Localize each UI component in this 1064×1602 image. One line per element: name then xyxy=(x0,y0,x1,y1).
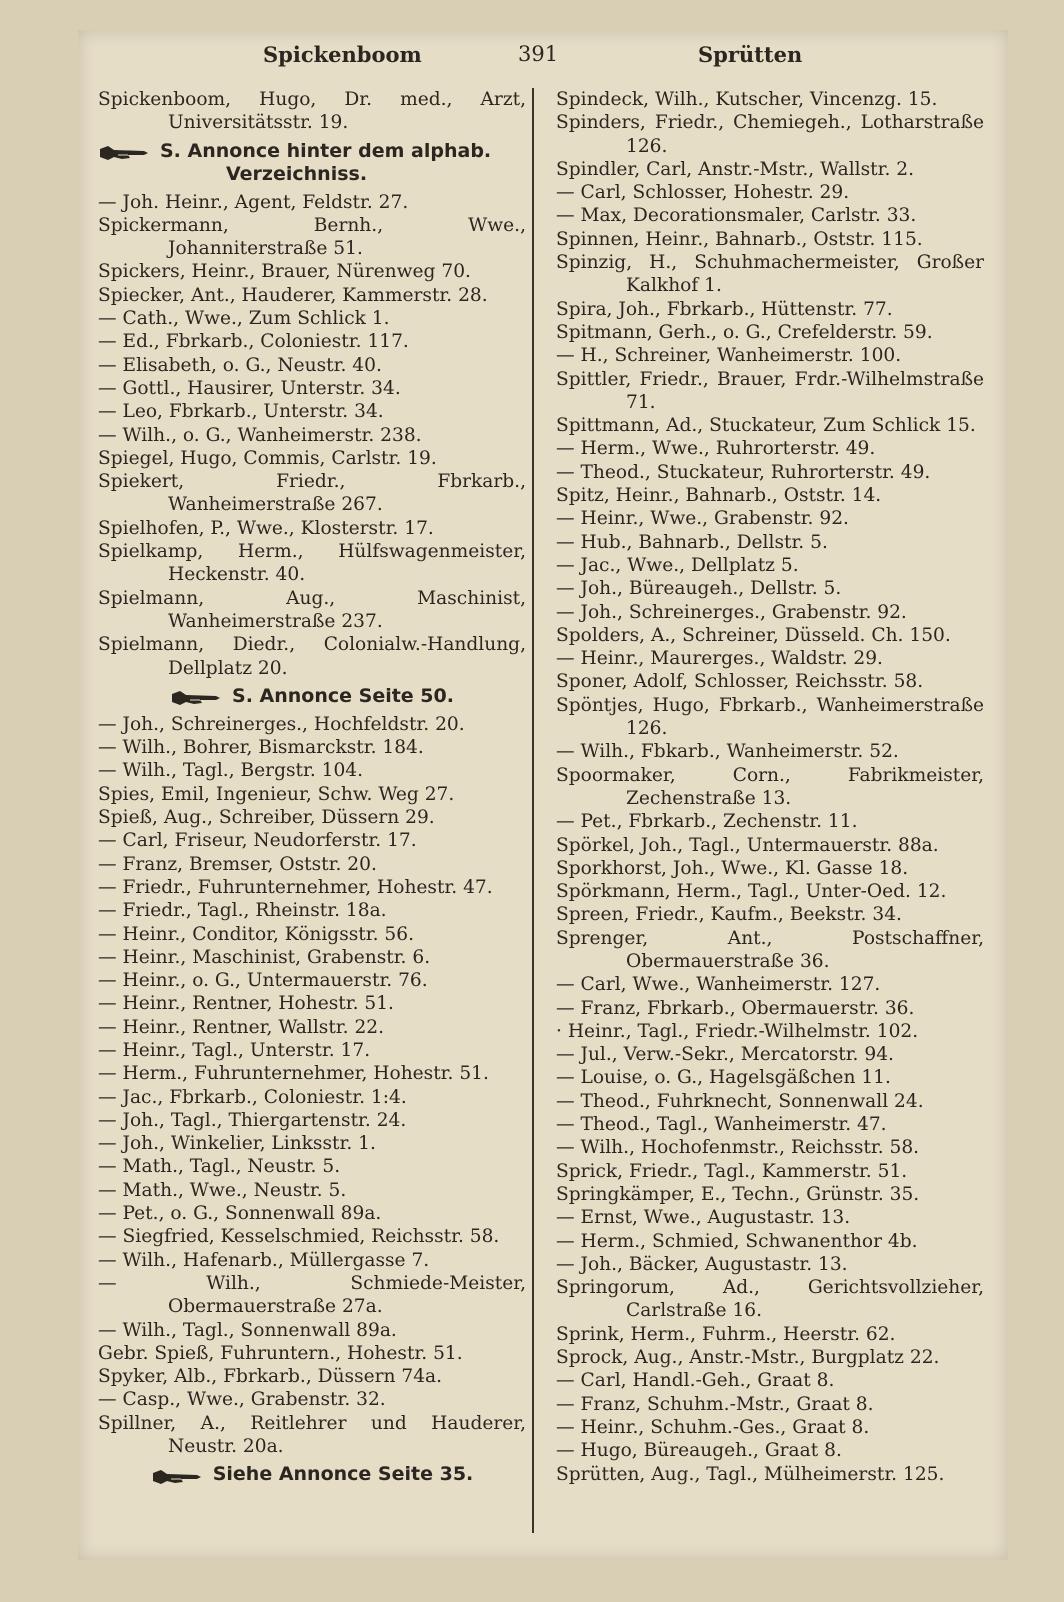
directory-entry: Spindler, Carl, Anstr.-Mstr., Wallstr. 2. xyxy=(556,158,915,180)
directory-entry: Spickenboom, Hugo, Dr. med., Arzt, Universitätsstr. 19. xyxy=(98,89,526,134)
directory-entry: — Wilh., Schmiede-Meister, Obermauerstraße 27a. xyxy=(98,1272,526,1318)
directory-entry: Spoormaker, Corn., Fabrikmeister, Zechenstraße 13. xyxy=(556,764,984,809)
pointing-hand-icon xyxy=(98,144,150,158)
directory-entry: Spillner, A., Reitlehrer und Hauderer, Neustr. 20a. xyxy=(98,1412,526,1458)
directory-entry: Sponer, Adolf, Schlosser, Reichsstr. 58. xyxy=(556,671,924,693)
directory-entry: — Friedr., Fuhrunternehmer, Hohestr. 47. xyxy=(98,876,493,898)
directory-entry: — Gottl., Hausirer, Unterstr. 34. xyxy=(98,377,401,399)
directory-entry: Springkämper, E., Techn., Grünstr. 35. xyxy=(556,1183,920,1205)
directory-entry: — Joh., Winkelier, Linksstr. 1. xyxy=(98,1133,376,1155)
directory-entry: — Carl, Friseur, Neudorferstr. 17. xyxy=(98,830,417,852)
directory-entry: — Louise, o. G., Hagelsgäßchen 11. xyxy=(556,1067,891,1089)
directory-entry: — H., Schreiner, Wanheimerstr. 100. xyxy=(556,345,902,367)
directory-entry: Sprick, Friedr., Tagl., Kammerstr. 51. xyxy=(556,1160,908,1182)
directory-entry: Gebr. Spieß, Fuhruntern., Hohestr. 51. xyxy=(98,1342,463,1364)
directory-entry: Sporkhorst, Joh., Wwe., Kl. Gasse 18. xyxy=(556,857,909,879)
advertisement-note-text: Siehe Annonce Seite 35. xyxy=(212,1463,474,1486)
directory-entry: Sprenger, Ant., Postschaffner, Obermauerstraße 36. xyxy=(556,927,984,972)
directory-entry: — Heinr., Rentner, Hohestr. 51. xyxy=(98,993,394,1015)
directory-entry: — Heinr., Conditor, Königsstr. 56. xyxy=(98,923,415,945)
directory-entry: Sprock, Aug., Anstr.-Mstr., Burgplatz 22. xyxy=(556,1347,940,1369)
directory-entry: Sprink, Herm., Fuhrm., Heerstr. 62. xyxy=(556,1323,896,1345)
directory-entry: Spyker, Alb., Fbrkarb., Düssern 74a. xyxy=(98,1366,443,1388)
directory-entry: Spörkmann, Herm., Tagl., Unter-Oed. 12. xyxy=(556,881,947,903)
directory-entry: Spickermann, Bernh., Wwe., Johanniterstraße 51. xyxy=(98,214,526,260)
directory-entry: Spittmann, Ad., Stuckateur, Zum Schlick 15. xyxy=(556,415,976,437)
directory-entry: — Wilh., o. G., Wanheimerstr. 238. xyxy=(98,424,422,446)
directory-entry: — Joh., Schreinerges., Grabenstr. 92. xyxy=(556,601,907,623)
directory-entry: Sprütten, Aug., Tagl., Mülheimerstr. 125. xyxy=(556,1463,945,1485)
directory-entry: — Wilh., Hafenarb., Müllergasse 7. xyxy=(98,1249,430,1271)
advertisement-note xyxy=(98,1463,526,1486)
advertisement-note-text: S. Annonce Seite 50. xyxy=(232,684,454,707)
advertisement-note-text: Verzeichniss. xyxy=(226,162,368,185)
directory-entry: — Heinr., Maschinist, Grabenstr. 6. xyxy=(98,946,431,968)
directory-entry: — Pet., o. G., Sonnenwall 89a. xyxy=(98,1203,382,1225)
header-right-keyword: Sprütten xyxy=(698,42,803,67)
directory-entry: Spörkel, Joh., Tagl., Untermauerstr. 88a. xyxy=(556,834,939,856)
directory-entry: Spickers, Heinr., Brauer, Nürenweg 70. xyxy=(98,261,471,283)
directory-entry: — Leo, Fbrkarb., Unterstr. 34. xyxy=(98,401,384,423)
directory-entry: — Jac., Fbrkarb., Coloniestr. 1:4. xyxy=(98,1086,407,1108)
directory-entry: Spielmann, Diedr., Colonialw.-Handlung, Dellplatz 20. xyxy=(98,634,526,679)
directory-entry: Spielhofen, P., Wwe., Klosterstr. 17. xyxy=(98,517,434,539)
directory-entry: — Herm., Wwe., Ruhrorterstr. 49. xyxy=(556,438,876,460)
directory-entry: Spielkamp, Herm., Hülfswagenmeister, Heckenstr. 40. xyxy=(98,541,526,586)
directory-entry: — Jul., Verw.-Sekr., Mercatorstr. 94. xyxy=(556,1044,894,1066)
directory-entry: — Herm., Fuhrunternehmer, Hohestr. 51. xyxy=(98,1063,489,1085)
right-column xyxy=(556,88,984,1486)
directory-entry: Spitz, Heinr., Bahnarb., Oststr. 14. xyxy=(556,485,882,507)
directory-entry: — Math., Wwe., Neustr. 5. xyxy=(98,1179,347,1201)
directory-entry: — Pet., Fbrkarb., Zechenstr. 11. xyxy=(556,811,858,833)
directory-entry: — Franz, Bremser, Oststr. 20. xyxy=(98,853,377,875)
directory-entry: — Siegfried, Kesselschmied, Reichsstr. 58. xyxy=(98,1226,500,1248)
directory-entry: · Heinr., Tagl., Friedr.-Wilhelmstr. 102. xyxy=(556,1020,919,1042)
directory-entry: — Ed., Fbrkarb., Coloniestr. 117. xyxy=(98,331,409,353)
directory-entry: Spiecker, Ant., Hauderer, Kammerstr. 28. xyxy=(98,284,488,306)
directory-entry: — Wilh., Bohrer, Bismarckstr. 184. xyxy=(98,737,424,759)
directory-entry: — Wilh., Hochofenmstr., Reichsstr. 58. xyxy=(556,1137,920,1159)
directory-entry: — Hub., Bahnarb., Dellstr. 5. xyxy=(556,531,828,553)
directory-entry: Spinnen, Heinr., Bahnarb., Oststr. 115. xyxy=(556,228,923,250)
pointing-hand-icon xyxy=(151,1468,203,1482)
directory-entry: Spitmann, Gerh., o. G., Crefelderstr. 59. xyxy=(556,321,933,343)
directory-entry: Spira, Joh., Fbrkarb., Hüttenstr. 77. xyxy=(556,298,893,320)
directory-entry: — Friedr., Tagl., Rheinstr. 18a. xyxy=(98,900,387,922)
directory-entry: Spieß, Aug., Schreiber, Düssern 29. xyxy=(98,807,435,829)
directory-entry: Spindeck, Wilh., Kutscher, Vincenzg. 15. xyxy=(556,89,938,110)
directory-entry: Spolders, A., Schreiner, Düsseld. Ch. 150. xyxy=(556,624,951,646)
header-left-keyword: Spickenboom xyxy=(263,42,422,67)
advertisement-note xyxy=(98,140,526,186)
directory-entry: — Wilh., Tagl., Sonnenwall 89a. xyxy=(98,1319,397,1341)
directory-entry: — Franz, Schuhm.-Mstr., Graat 8. xyxy=(556,1393,874,1415)
directory-entry: — Joh., Büreaugeh., Dellstr. 5. xyxy=(556,578,842,600)
page-number: 391 xyxy=(518,42,559,66)
directory-entry: Spielmann, Aug., Maschinist, Wanheimerstraße 237. xyxy=(98,587,526,632)
directory-entry: — Heinr., Maurerges., Waldstr. 29. xyxy=(556,648,883,670)
directory-entry: Spöntjes, Hugo, Fbrkarb., Wanheimerstraße 126. xyxy=(556,694,984,740)
directory-entry: Spinzig, H., Schuhmachermeister, Großer Kalkhof 1. xyxy=(556,252,984,297)
page-header xyxy=(88,42,998,82)
directory-entry: — Heinr., Tagl., Unterstr. 17. xyxy=(98,1039,371,1061)
pointing-hand-icon xyxy=(170,689,222,703)
directory-entry: — Theod., Tagl., Wanheimerstr. 47. xyxy=(556,1114,887,1136)
directory-entry: — Wilh., Tagl., Bergstr. 104. xyxy=(98,760,364,782)
directory-entry: — Joh. Heinr., Agent, Feldstr. 27. xyxy=(98,191,409,213)
advertisement-note xyxy=(98,685,526,708)
directory-entry: — Heinr., Rentner, Wallstr. 22. xyxy=(98,1016,385,1038)
directory-entry: Spinders, Friedr., Chemiegeh., Lotharstraße 126. xyxy=(556,112,984,157)
directory-entry: — Theod., Stuckateur, Ruhrorterstr. 49. xyxy=(556,461,931,483)
directory-entry: — Heinr., Wwe., Grabenstr. 92. xyxy=(556,508,849,530)
directory-entry: Spiekert, Friedr., Fbrkarb., Wanheimerstraße 267. xyxy=(98,471,526,516)
directory-entry: — Wilh., Fbkarb., Wanheimerstr. 52. xyxy=(556,741,899,763)
directory-entry: — Hugo, Büreaugeh., Graat 8. xyxy=(556,1440,842,1462)
directory-entry: Springorum, Ad., Gerichtsvollzieher, Carlstraße 16. xyxy=(556,1277,984,1322)
directory-entry: — Cath., Wwe., Zum Schlick 1. xyxy=(98,308,390,330)
directory-entry: Spiegel, Hugo, Commis, Carlstr. 19. xyxy=(98,447,437,469)
directory-entry: — Ernst, Wwe., Augustastr. 13. xyxy=(556,1207,851,1229)
directory-entry: — Theod., Fuhrknecht, Sonnenwall 24. xyxy=(556,1090,924,1112)
directory-entry: Spittler, Friedr., Brauer, Frdr.-Wilhelmstraße 71. xyxy=(556,368,984,413)
directory-entry: — Casp., Wwe., Grabenstr. 32. xyxy=(98,1389,386,1411)
directory-entry: — Herm., Schmied, Schwanenthor 4b. xyxy=(556,1230,918,1252)
directory-entry: — Carl, Schlosser, Hohestr. 29. xyxy=(556,182,850,204)
directory-entry: — Franz, Fbrkarb., Obermauerstr. 36. xyxy=(556,997,915,1019)
directory-entry: — Jac., Wwe., Dellplatz 5. xyxy=(556,554,799,576)
advertisement-note-text: S. Annonce hinter dem alphab. xyxy=(160,139,492,162)
left-column xyxy=(98,88,526,1491)
directory-entry: Spies, Emil, Ingenieur, Schw. Weg 27. xyxy=(98,783,455,805)
directory-entry: — Carl, Handl.-Geh., Graat 8. xyxy=(556,1370,835,1392)
directory-entry: — Joh., Schreinerges., Hochfeldstr. 20. xyxy=(98,713,465,735)
directory-entry: — Joh., Bäcker, Augustastr. 13. xyxy=(556,1253,848,1275)
directory-entry: — Heinr., o. G., Untermauerstr. 76. xyxy=(98,970,428,992)
directory-entry: — Carl, Wwe., Wanheimerstr. 127. xyxy=(556,974,881,996)
directory-entry: — Joh., Tagl., Thiergartenstr. 24. xyxy=(98,1109,407,1131)
directory-entry: Spreen, Friedr., Kaufm., Beekstr. 34. xyxy=(556,904,902,926)
column-divider xyxy=(532,88,534,1533)
directory-entry: — Elisabeth, o. G., Neustr. 40. xyxy=(98,354,382,376)
directory-entry: — Heinr., Schuhm.-Ges., Graat 8. xyxy=(556,1416,870,1438)
directory-entry: — Max, Decorationsmaler, Carlstr. 33. xyxy=(556,205,917,227)
directory-entry: — Math., Tagl., Neustr. 5. xyxy=(98,1156,341,1178)
